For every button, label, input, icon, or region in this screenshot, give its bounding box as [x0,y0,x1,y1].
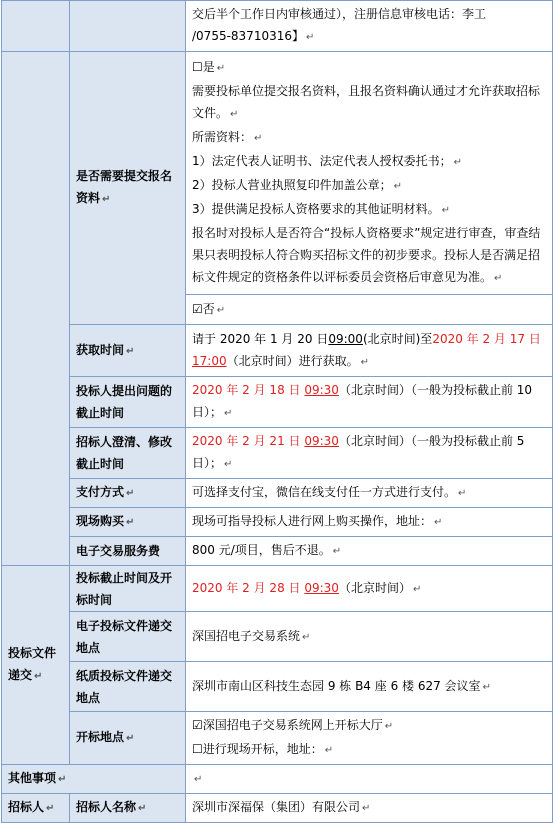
other-label: 其他事项 ↵ [2,765,186,794]
paper-place-value: 深圳市南山区科技生态园 9 栋 B4 座 6 楼 627 会议室 ↵ [186,662,553,712]
table-row [2,1,553,52]
fee-label: 电子交易服务费 [70,537,186,566]
submission-deadline-value: 2020 年 2 月 28 日 09:30（北京时间） ↵ [186,566,553,612]
paragraph-mark-icon: ↵ [102,194,111,205]
paper-place-label: 纸质投标文件递交地点 [70,662,186,712]
obtain-time-value: 请于 2020 年 1 月 20 日09:00(北京时间)至2020 年 2 月 17 日 17:00（北京时间）进行获取。 ↵ [186,325,553,377]
reg-required-label: 是否需要提交报名资料 ↵ [70,52,186,325]
reg-required-desc: 需要投标单位提交报名资料，且报名资料确认通过才允许获取招标文件。 ↵ [192,84,541,120]
register-contact-line2: /0755-83710316】 [192,29,304,43]
submission-group-label: 投标文件递交 ↵ [2,566,70,765]
group-cell-empty [2,1,70,52]
payment-label: 支付方式 ↵ [70,479,186,508]
clarify-deadline-label: 招标人澄清、修改截止时间 [70,428,186,479]
question-deadline-label: 投标人提出问题的截止时间 [70,377,186,428]
paragraph-mark-icon: ↵ [306,32,315,43]
table-row [2,537,553,566]
question-deadline-value: 2020 年 2 月 18 日 09:30（北京时间）（一般为投标截止前 10 日）； ↵ [186,377,553,428]
group-cell-blank [2,52,70,566]
table-row [2,566,553,612]
e-place-label: 电子投标文件递交地点 [70,612,186,662]
material-item-3: 3）提供满足投标人资格要求的其他证明材料。 ↵ [192,202,451,216]
material-item-1: 1）法定代表人证明书、法定代表人授权委托书； ↵ [192,154,463,168]
open-place-value [186,712,553,765]
tenderer-label: 招标人 ↵ [2,794,70,823]
table-row [2,325,553,377]
other-value: ↵ [186,765,553,794]
table-row [2,794,553,823]
table-row [2,612,553,662]
table-row [2,377,553,428]
label-cell-empty [70,1,186,52]
onsite-value: 现场可指导投标人进行网上购买操作，地址： ↵ [186,508,553,537]
reg-required-details [186,52,553,295]
tenderer-name-label: 招标人名称 ↵ [70,794,186,823]
table-row [2,428,553,479]
onsite-label: 现场购买 ↵ [70,508,186,537]
table-row [2,479,553,508]
payment-value: 可选择支付宝，微信在线支付任一方式进行支付。 ↵ [186,479,553,508]
table-row [2,765,553,794]
option-yes-checkbox[interactable]: ☐是 ↵ [192,60,226,74]
materials-title: 所需资料： ↵ [192,130,263,144]
submission-deadline-label: 投标截止时间及开标时间 [70,566,186,612]
register-contact-line1: 交后半个工作日内审核通过），注册信息审核电话：李工 [192,7,487,21]
table-row [2,712,553,765]
open-online-checkbox[interactable]: ☑深国招电子交易系统网上开标大厅 ↵ [192,718,394,732]
tender-info-table [1,0,553,823]
table-row [2,508,553,537]
material-item-2: 2）投标人营业执照复印件加盖公章； ↵ [192,178,403,192]
review-text: 报名时对投标人是否符合“投标人资格要求”规定进行审查，审查结果只表明投标人符合购买招标文件的初步要求。投标人是否满足招标文件规定的资格条件以评标委员会资格后审意见为准。 ↵ [192,226,541,284]
e-place-value: 深国招电子交易系统 ↵ [186,612,553,662]
tenderer-name-value: 深圳市深福保（集团）有限公司 ↵ [186,794,553,823]
register-contact-cell [186,1,553,52]
open-onsite-checkbox[interactable]: ☐进行现场开标，地址： ↵ [192,742,334,756]
obtain-time-label: 获取时间 ↵ [70,325,186,377]
open-place-label: 开标地点 ↵ [70,712,186,765]
table-row [2,662,553,712]
fee-value: 800 元/项目，售后不退。 ↵ [186,537,553,566]
clarify-deadline-value: 2020 年 2 月 21 日 09:30（北京时间）（一般为投标截止前 5 日）； ↵ [186,428,553,479]
table-row [2,52,553,295]
option-no-checkbox[interactable]: ☑否 ↵ [186,295,553,325]
